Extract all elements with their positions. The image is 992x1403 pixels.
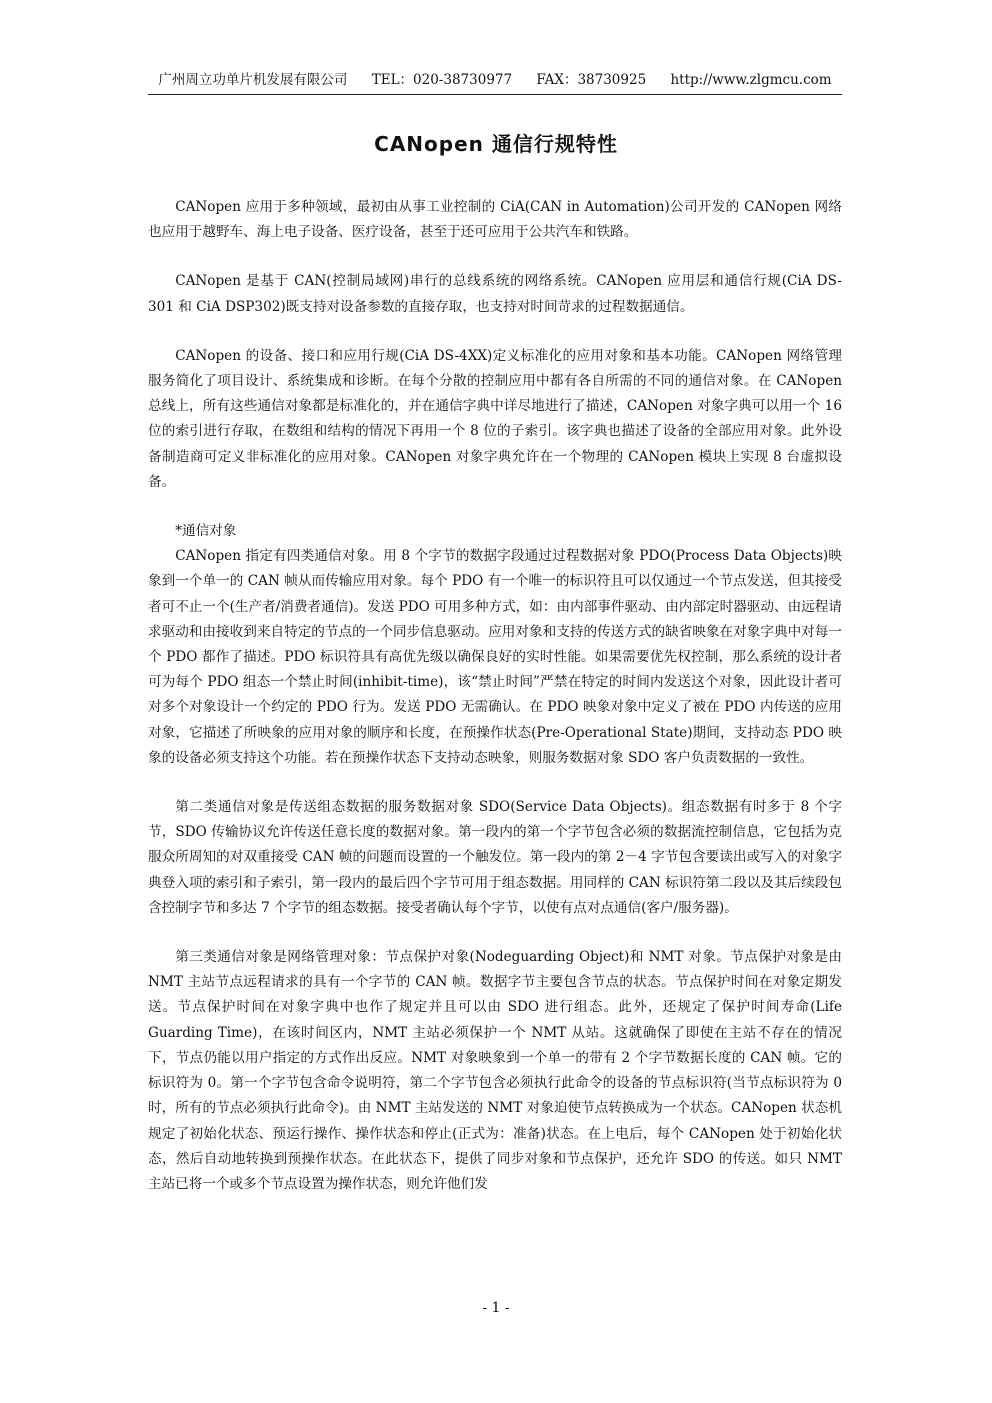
company-name: 广州周立功单片机发展有限公司 [158, 72, 348, 88]
website-link[interactable]: http://www.zlgmcu.com [670, 72, 832, 88]
page-header [148, 66, 842, 95]
paragraph-nmt: 第三类通信对象是网络管理对象：节点保护对象(Nodeguarding Object)和 NMT 对象。节点保护对象是由 NMT 主站节点远程请求的具有一个字节的 CAN 帧。数据字节主要包含节点的状态。节点保护时间在对象定期发送。节点保护时间在对象字典中也作了规定并且可以由 SDO 进行组态。此外，还规定了保护时间寿命(Life Guarding Time)，在该时间区内，NMT 主站必须保护一个 NMT 从站。这就确保了即使在主站不存在的情况下，节点仍能以用户指定的方式作出反应。NMT 对象映象到一个单一的带有 2 个字节数据长度的 CAN 帧。它的标识符为 0。第一个字节包含命令说明符，第二个字节包含必须执行此命令的设备的节点标识符(当节点标识符为 0 时，所有的节点必须执行此命令)。由 NMT 主站发送的 NMT 对象迫使节点转换成为一个状态。CANopen 状态机规定了初始化状态、预运行操作、操作状态和停止(正式为：准备)状态。在上电后，每个 CANopen 处于初始化状态，然后自动地转换到预操作状态。在此状态下，提供了同步对象和节点保护，还允许 SDO 的传送。如只 NMT 主站已将一个或多个节点设置为操作状态，则允许他们发 [148, 949, 842, 1192]
paragraph-pdo: CANopen 指定有四类通信对象。用 8 个字节的数据字段通过过程数据对象 PDO(Process Data Objects)映象到一个单一的 CAN 帧从而传输应用对象。每个 PDO 有一个唯一的标识符且可以仅通过一个节点发送，但其接受者可不止一个(生产者/消费者通信)。发送 PDO 可用多种方式，如：由内部事件驱动、由内部定时器驱动、由远程请求驱动和由接收到来自特定的节点的一个同步信息驱动。应用对象和支持的传送方式的缺省映象在对象字典中对每一个 PDO 都作了描述。PDO 标识符具有高优先级以确保良好的实时性能。如果需要优先权控制，那么系统的设计者可为每个 PDO 组态一个禁止时间(inhibit-time)，该“禁止时间”严禁在特定的时间内发送这个对象，因此设计者可对多个对象设计一个约定的 PDO 行为。发送 PDO 无需确认。在 PDO 映象对象中定义了被在 PDO 内传送的应用对象，它描述了所映象的应用对象的顺序和长度，在预操作状态(Pre-Operational State)期间，支持动态 PDO 映象的设备必须支持这个功能。若在预操作状态下支持动态映象，则服务数据对象 SDO 客户负责数据的一致性。 [148, 548, 842, 766]
paragraph-basis: CANopen 是基于 CAN(控制局域网)串行的总线系统的网络系统。CANopen 应用层和通信行规(CiA DS-301 和 CiA DSP302)既支持对设备参数的直接存取，也支持对时间苛求的过程数据通信。 [148, 273, 842, 315]
fax: FAX：38730925 [536, 72, 647, 88]
paragraph-intro: CANopen 应用于多种领域，最初由从事工业控制的 CiA(CAN in Automation)公司开发的 CANopen 网络也应用于越野车、海上电子设备、医疗设备，甚至于还可应用于公共汽车和铁路。 [148, 199, 842, 241]
paragraph-sdo: 第二类通信对象是传送组态数据的服务数据对象 SDO(Service Data Objects)。组态数据有时多于 8 个字节，SDO 传输协议允许传送任意长度的数据对象。第一段内的第一个字节包含必须的数据流控制信息，它包括为克服众所周知的对双重接受 CAN 帧的问题而设置的一个触发位。第一段内的第 2－4 字节包含要读出或写入的对象字典登入项的索引和子索引，第一段内的最后四个字节可用于组态数据。用同样的 CAN 标识符第二段以及其后续段包含控制字节和多达 7 个字节的组态数据。接受者确认每个字节，以使有点对点通信(客户/服务器)。 [148, 799, 842, 916]
section-heading: *通信对象 [175, 523, 237, 540]
telephone: TEL：020-38730977 [371, 72, 513, 88]
document-body [148, 195, 842, 1197]
page-title: CANopen 通信行规特性 [374, 132, 618, 156]
paragraph-profiles: CANopen 的设备、接口和应用行规(CiA DS-4XX)定义标准化的应用对象和基本功能。CANopen 网络管理服务简化了项目设计、系统集成和诊断。在每个分散的控制应用中都有各自所需的不同的通信对象。在 CANopen 总线上，所有这些通信对象都是标准化的，并在通信字典中详尽地进行了描述，CANopen 对象字典可以用一个 16 位的索引进行存取，在数组和结构的情况下再用一个 8 位的子索引。该字典也描述了设备的全部应用对象。此外设备制造商可定义非标准化的应用对象。CANopen 对象字典允许在一个物理的 CANopen 模块上实现 8 台虚拟设备。 [148, 347, 842, 490]
page-number: - 1 - [482, 1300, 510, 1316]
